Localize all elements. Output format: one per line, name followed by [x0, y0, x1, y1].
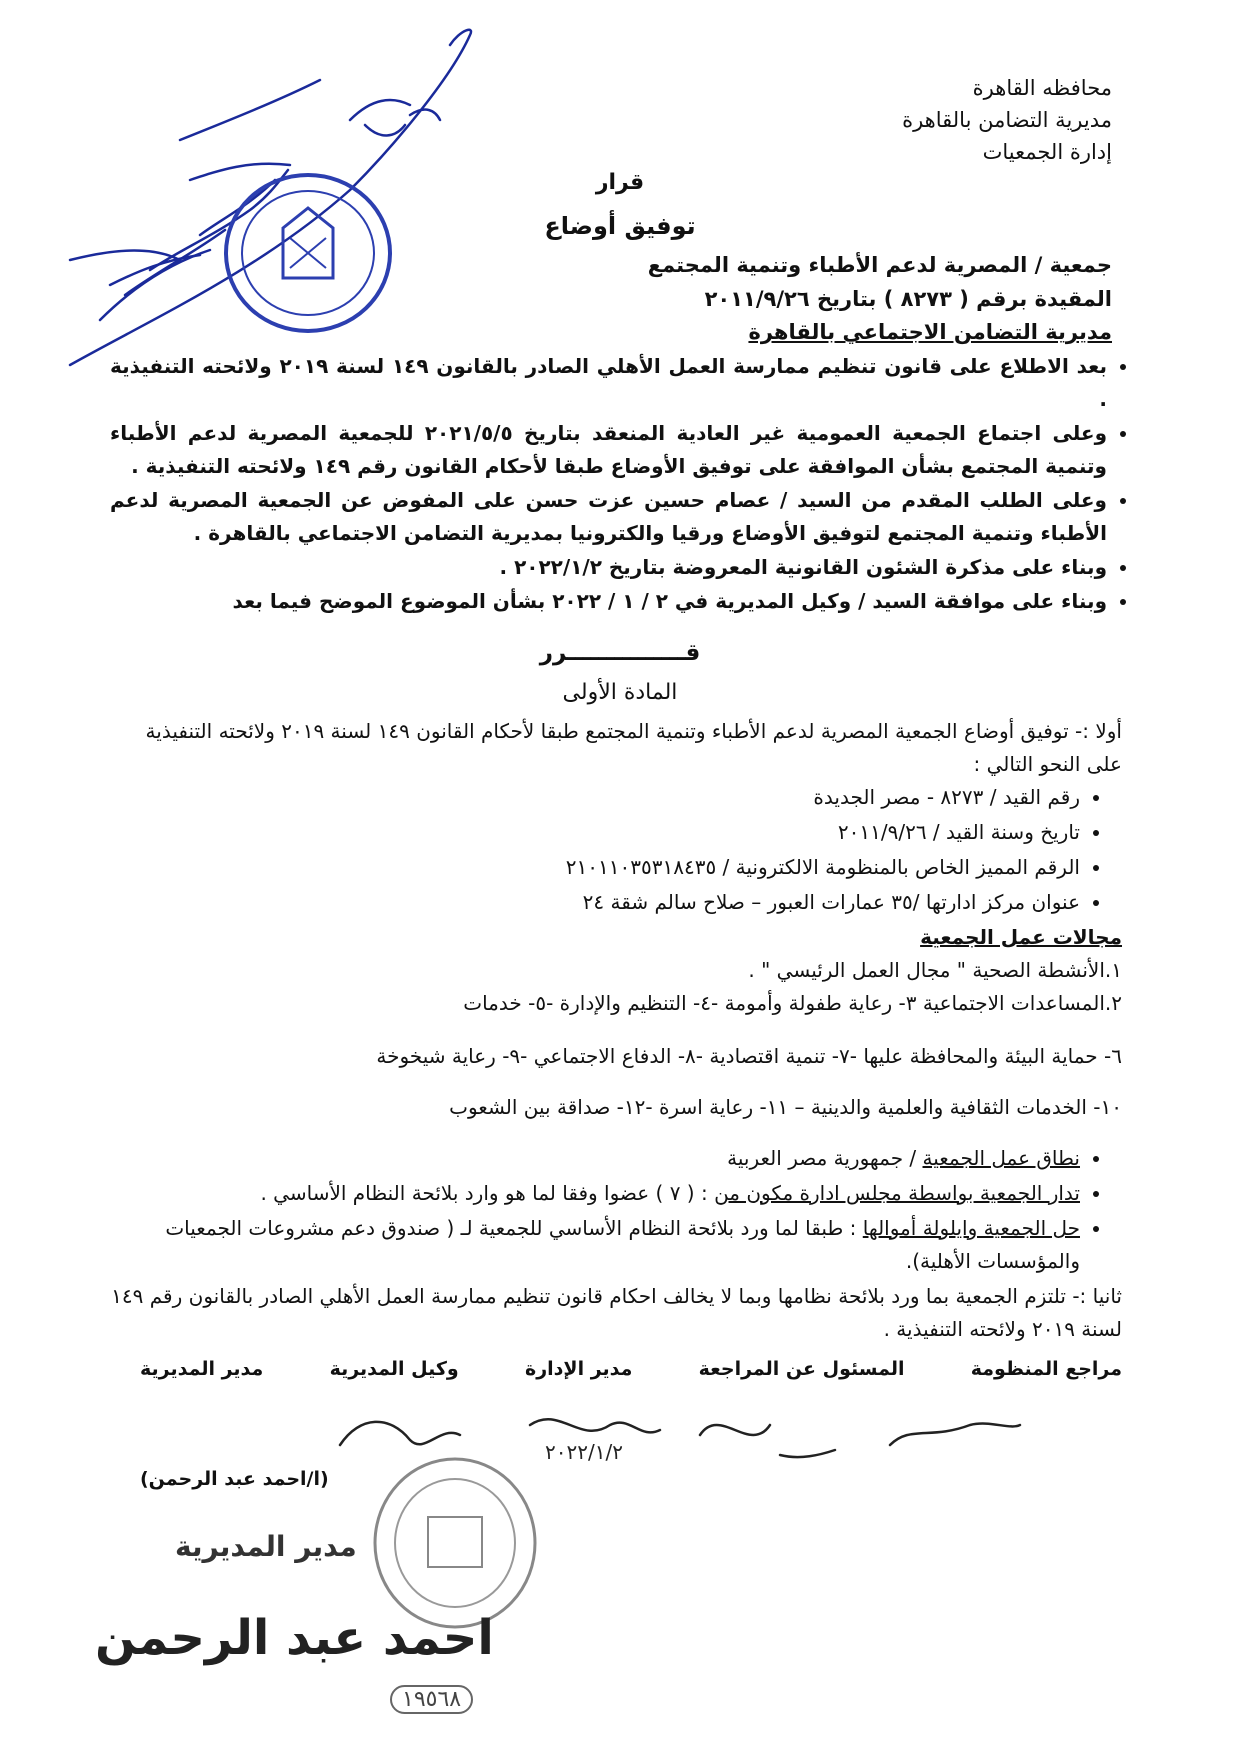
registration-item: • الرقم المميز الخاص بالمنظومة الالكترونية / ٢١٠١١٠٣٥٣١٨٤٣٥ [110, 851, 1080, 884]
directorate-line: مديرية التضامن بالقاهرة [902, 108, 1112, 132]
scope-label: نطاق عمل الجمعية [922, 1146, 1080, 1170]
director-name: (ا/احمد عبد الرحمن) [140, 1468, 329, 1490]
issuer-header [902, 72, 1112, 168]
scope-value: / جمهورية مصر العربية [727, 1146, 923, 1170]
decides-label: قـــــــــــــــرر [539, 640, 701, 666]
signature-row [140, 1358, 1122, 1380]
handwritten-date: ٢٠٢٢/١/٢ [545, 1440, 623, 1464]
stamp-director-name: احمد عبد الرحمن [95, 1610, 494, 1666]
decision-subject: توفيق أوضاع [544, 212, 696, 240]
preamble-item: • وعلى اجتماع الجمعية العمومية غير العادية المنعقد بتاريخ ٢٠٢١/٥/٥ للجمعية المصرية لدعم الأطباء وتنمية المجتمع بشأن الموافقة على توفيق الأوضاع طبقا لأحكام القانون رقم ١٤٩ ولائحته التنفيذية . [110, 417, 1107, 483]
authority-title: مديرية التضامن الاجتماعي بالقاهرة [748, 320, 1112, 344]
stamp-director-title: مدير المديرية [175, 1530, 357, 1563]
department-stamp-icon [370, 1455, 540, 1630]
board-item [110, 1177, 1080, 1210]
signature-label: مراجع المنظومة [970, 1358, 1122, 1380]
article-title: المادة الأولى [562, 680, 678, 705]
preamble-item: • وعلى الطلب المقدم من السيد / عصام حسين عزت حسن على المفوض عن الجمعية المصرية لدعم الأطباء وتنمية المجتمع لتوفيق الأوضاع ورقيا والكترونيا بمديرية التضامن الاجتماعي بالقاهرة . [110, 484, 1107, 550]
board-label: تدار الجمعية بواسطة مجلس ادارة مكون من [714, 1181, 1080, 1205]
registration-line: المقيدة برقم ( ٨٢٧٣ ) بتاريخ ٢٠١١/٩/٢٦ [704, 287, 1112, 311]
fields-title: مجالات عمل الجمعية [920, 925, 1122, 949]
preamble-item: • وبناء على مذكرة الشئون القانونية المعروضة بتاريخ ٢٠٢٢/١/٢ . [110, 551, 1107, 584]
scope-item [110, 1142, 1080, 1175]
dissolution-value: : طبقا لما ورد بلائحة النظام الأساسي للجمعية لـ ( صندوق دعم مشروعات الجمعيات والمؤسسات الأهلية). [165, 1216, 1080, 1273]
dissolution-item [110, 1212, 1080, 1278]
field-line: ٦- حماية البيئة والمحافظة عليها -٧- تنمية اقتصادية -٨- الدفاع الاجتماعي -٩- رعاية شيخوخة [376, 1044, 1122, 1068]
field-line: ١٠- الخدمات الثقافية والعلمية والدينية – ١١- رعاية اسرة -١٢- صداقة بين الشعوب [449, 1095, 1122, 1119]
decision-label: قرار [595, 170, 645, 195]
signature-label: مدير الإدارة [525, 1358, 633, 1380]
second-clause: ثانيا :- تلتزم الجمعية بما ورد بلائحة نظامها وبما لا يخالف احكام قانون تنظيم ممارسة العمل الأهلي الصادر بالقانون رقم ١٤٩ لسنة ٢٠١٩ ولائحته التنفيذية . [111, 1284, 1122, 1341]
registration-item: • تاريخ وسنة القيد / ٢٠١١/٩/٢٦ [110, 816, 1080, 849]
preamble-item: • وبناء على موافقة السيد / وكيل المديرية في ٢ / ١ / ٢٠٢٢ بشأن الموضوع الموضح فيما بعد [110, 585, 1107, 618]
field-line: ٢.المساعدات الاجتماعية ٣- رعاية طفولة وأمومة -٤- التنظيم والإدارة -٥- خدمات [463, 991, 1122, 1015]
stamp-number: ١٩٥٦٨ [390, 1685, 473, 1714]
first-clause: أولا :- توفيق أوضاع الجمعية المصرية لدعم الأطباء وتنمية المجتمع طبقا لأحكام القانون ١٤٩ لسنة ٢٠١٩ ولائحته التنفيذية على النحو التالي : [145, 719, 1122, 776]
signature-label: وكيل المديرية [329, 1358, 459, 1380]
department-line: إدارة الجمعيات [982, 140, 1112, 164]
field-line: ١.الأنشطة الصحية " مجال العمل الرئيسي " . [748, 958, 1122, 982]
preamble-item: • بعد الاطلاع على قانون تنظيم ممارسة العمل الأهلي الصادر بالقانون ١٤٩ لسنة ٢٠١٩ ولائحته التنفيذية . [110, 350, 1107, 416]
registration-item: • عنوان مركز ادارتها /٣٥ عمارات العبور – صلاح سالم شقة ٢٤ [110, 886, 1080, 919]
article-body [110, 715, 1122, 1346]
signature-label: مدير المديرية [140, 1358, 264, 1380]
registration-item: • رقم القيد / ٨٢٧٣ - مصر الجديدة [110, 781, 1080, 814]
signature-label: المسئول عن المراجعة [698, 1358, 905, 1380]
board-value: : ( ٧ ) عضوا وفقا لما هو وارد بلائحة النظام الأساسي . [260, 1181, 715, 1205]
dissolution-label: حل الجمعية وايلولة أموالها [862, 1216, 1080, 1240]
preamble [110, 350, 1125, 619]
association-name: جمعية / المصرية لدعم الأطباء وتنمية المجتمع [647, 253, 1112, 277]
governorate-line: محافظه القاهرة [972, 76, 1112, 100]
